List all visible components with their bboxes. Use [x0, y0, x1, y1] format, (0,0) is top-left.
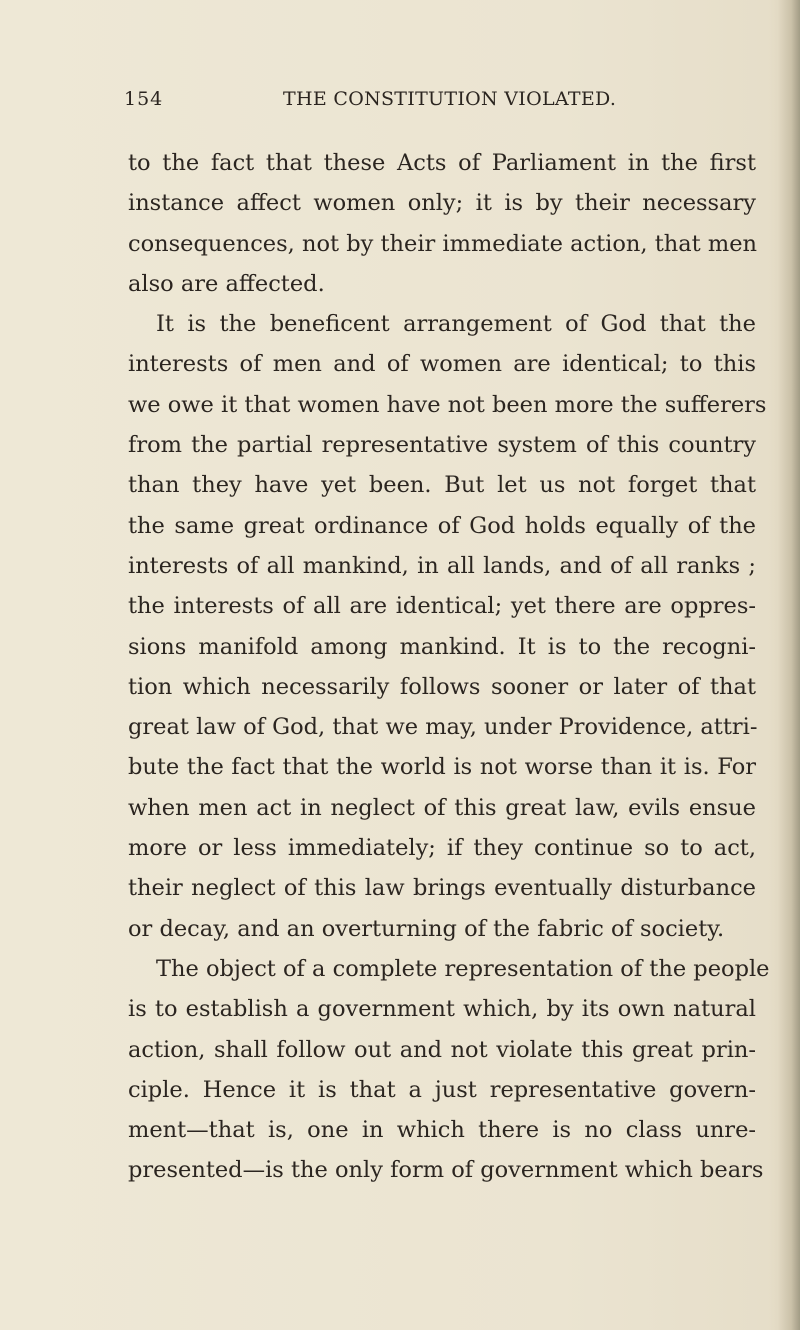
- text-line: presented—is the only form of government which bears: [128, 1157, 764, 1184]
- text-line: or decay, and an overturning of the fabric of society.: [128, 915, 725, 942]
- text-line: their neglect of this law brings eventually disturbance: [128, 875, 756, 902]
- text-line: is to establish a government which, by its own natural: [128, 996, 756, 1023]
- text-line: consequences, not by their immediate action, that men: [128, 230, 758, 257]
- text-line: instance affect women only; it is by their necessary: [128, 190, 756, 217]
- text-line: ciple. Hence it is that a just representative govern-: [128, 1076, 756, 1103]
- page-header: [0, 88, 800, 118]
- text-line: than they have yet been. But let us not forget that: [128, 472, 756, 499]
- text-line: when men act in neglect of this great law, evils ensue: [128, 794, 756, 821]
- page-number: 154: [124, 88, 164, 110]
- text-line: the same great ordinance of God holds equally of the: [128, 512, 756, 539]
- text-line: we owe it that women have not been more the sufferers: [128, 391, 767, 418]
- text-line: interests of all mankind, in all lands, and of all ranks ;: [128, 552, 756, 579]
- text-line: to the fact that these Acts of Parliament in the first: [128, 150, 756, 176]
- text-line: The object of a complete representation of the people: [156, 955, 770, 982]
- text-line: great law of God, that we may, under Providence, attri-: [128, 714, 758, 741]
- text-line: from the partial representative system of this country: [128, 432, 756, 459]
- text-line: tion which necessarily follows sooner or later of that: [128, 673, 756, 700]
- text-line: the interests of all are identical; yet there are oppres-: [128, 593, 756, 620]
- text-line: also are affected.: [128, 270, 325, 297]
- text-line: It is the beneficent arrangement of God that the: [156, 311, 756, 338]
- page-edge-shadow: [778, 0, 800, 1330]
- text-line: ment—that is, one in which there is no class unre-: [128, 1117, 756, 1144]
- body-text: [128, 143, 770, 1191]
- running-title: THE CONSTITUTION VIOLATED.: [283, 88, 617, 110]
- text-line: interests of men and of women are identical; to this: [128, 351, 756, 378]
- text-line: sions manifold among mankind. It is to the recogni-: [128, 633, 756, 660]
- text-line: more or less immediately; if they continue so to act,: [128, 835, 756, 862]
- text-line: action, shall follow out and not violate this great prin-: [128, 1036, 756, 1063]
- text-line: bute the fact that the world is not worse than it is. For: [128, 754, 756, 781]
